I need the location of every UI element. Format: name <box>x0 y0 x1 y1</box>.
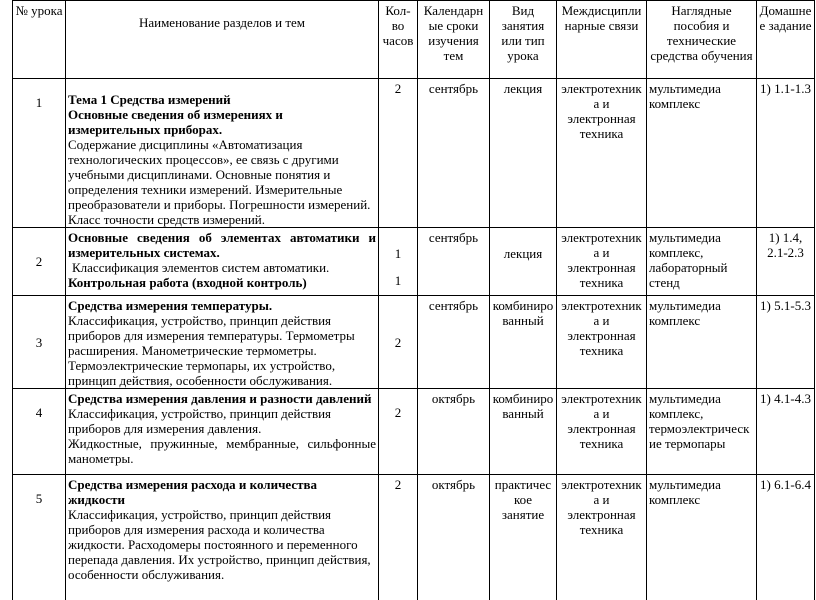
lesson-aids: мультимедиа комплекс <box>647 79 757 228</box>
header-dates: Календарные сроки изучения тем <box>418 1 490 79</box>
lesson-links: электротехника и электронная техника <box>557 79 647 228</box>
lesson-hours: 2 <box>379 296 418 389</box>
topic-bold: Средства измерения температуры. <box>68 298 273 313</box>
lesson-topic <box>66 389 379 475</box>
lesson-number: 1 <box>13 79 66 228</box>
curriculum-table <box>12 0 815 600</box>
hours-test: 1 <box>394 273 402 288</box>
lesson-number: 3 <box>13 296 66 389</box>
lesson-links: электротехника и электронная техника <box>557 228 647 296</box>
lesson-homework: 1) 1.4, 2.1-2.3 <box>757 228 815 296</box>
header-lesson-type: Вид занятия или тип урока <box>490 1 557 79</box>
header-interdisciplinary: Междисциплинарные связи <box>557 1 647 79</box>
topic-text-2: Жидкостные, пружинные, мембранные, сильфонные манометры. <box>68 436 376 466</box>
lesson-topic <box>66 296 379 389</box>
lesson-type: комбинированный <box>490 389 557 475</box>
topic-bold: Основные сведения об элементах автоматики и измерительных системах. <box>68 230 376 260</box>
lesson-type: практическое занятие <box>490 475 557 600</box>
lesson-links: электротехника и электронная техника <box>557 475 647 600</box>
table-row <box>13 389 815 475</box>
table-row <box>13 296 815 389</box>
lesson-date: сентябрь <box>418 228 490 296</box>
lesson-aids: мультимедиа комплекс, лабораторный стенд <box>647 228 757 296</box>
lesson-type: комбинированный <box>490 296 557 389</box>
lesson-hours: 2 <box>379 389 418 475</box>
topic-bold: Основные сведения об измерениях и измерительных приборах. <box>68 107 283 137</box>
table-row <box>13 79 815 228</box>
lesson-aids: мультимедиа комплекс, термоэлектрические термопары <box>647 389 757 475</box>
lesson-topic <box>66 475 379 600</box>
lesson-date: сентябрь <box>418 79 490 228</box>
header-row <box>13 1 815 79</box>
lesson-number: 5 <box>13 475 66 600</box>
table-row <box>13 228 815 296</box>
topic-bold-2: Контрольная работа (входной контроль) <box>68 275 307 290</box>
topic-bold: Средства измерения расхода и количества жидкости <box>68 477 318 507</box>
header-teaching-aids: Наглядные пособия и технические средства обучения <box>647 1 757 79</box>
lesson-hours: 2 <box>379 79 418 228</box>
topic-text: Классификация, устройство, принцип действия приборов для измерения расхода и количества жидкости. Расходомеры постоянного и переменного перепада давления. Их устройство, принцип действия, особенности обслуживания. <box>68 507 371 582</box>
lesson-type: лекция <box>490 228 557 296</box>
lesson-topic <box>66 228 379 296</box>
lesson-links: электротехника и электронная техника <box>557 389 647 475</box>
lesson-homework: 1) 4.1-4.3 <box>757 389 815 475</box>
header-section-name: Наименование разделов и тем <box>66 1 379 79</box>
header-lesson-number: № урока <box>13 1 66 79</box>
lesson-hours <box>379 228 418 296</box>
lesson-homework: 1) 6.1-6.4 <box>757 475 815 600</box>
lesson-aids: мультимедиа комплекс <box>647 475 757 600</box>
lesson-type: лекция <box>490 79 557 228</box>
lesson-date: сентябрь <box>418 296 490 389</box>
lesson-date: октябрь <box>418 389 490 475</box>
topic-title: Тема 1 Средства измерений <box>68 92 231 107</box>
lesson-date: октябрь <box>418 475 490 600</box>
lesson-aids: мультимедиа комплекс <box>647 296 757 389</box>
lesson-number: 4 <box>13 389 66 475</box>
table-row <box>13 475 815 600</box>
lesson-number: 2 <box>13 228 66 296</box>
topic-text: Классификация, устройство, принцип действия приборов для измерения давления. <box>68 406 332 436</box>
topic-text: Классификация элементов систем автоматики. <box>72 260 330 275</box>
lesson-homework: 1) 5.1-5.3 <box>757 296 815 389</box>
topic-text: Классификация, устройство, принцип действия приборов для измерения температуры. Термометры расширения. Манометрические термометры. Термоэлектрические термопары, их устройство, принцип действия, особенности обслуживания. <box>68 313 355 388</box>
lesson-homework: 1) 1.1-1.3 <box>757 79 815 228</box>
hours-lecture: 1 <box>394 246 402 261</box>
header-homework: Домашнее задание <box>757 1 815 79</box>
lesson-links: электротехника и электронная техника <box>557 296 647 389</box>
lesson-topic <box>66 79 379 228</box>
lesson-hours: 2 <box>379 475 418 600</box>
header-hours: Кол-во часов <box>379 1 418 79</box>
topic-text: Содержание дисциплины «Автоматизация технологических процессов», ее связь с другими учебными дисциплинами. Основные понятия и определения техники измерений. Измерительные преобразователи и приборы. Погрешности измерений. Класс точности средств измерений. <box>68 137 371 227</box>
topic-bold: Средства измерения давления и разности давлений <box>68 391 372 406</box>
